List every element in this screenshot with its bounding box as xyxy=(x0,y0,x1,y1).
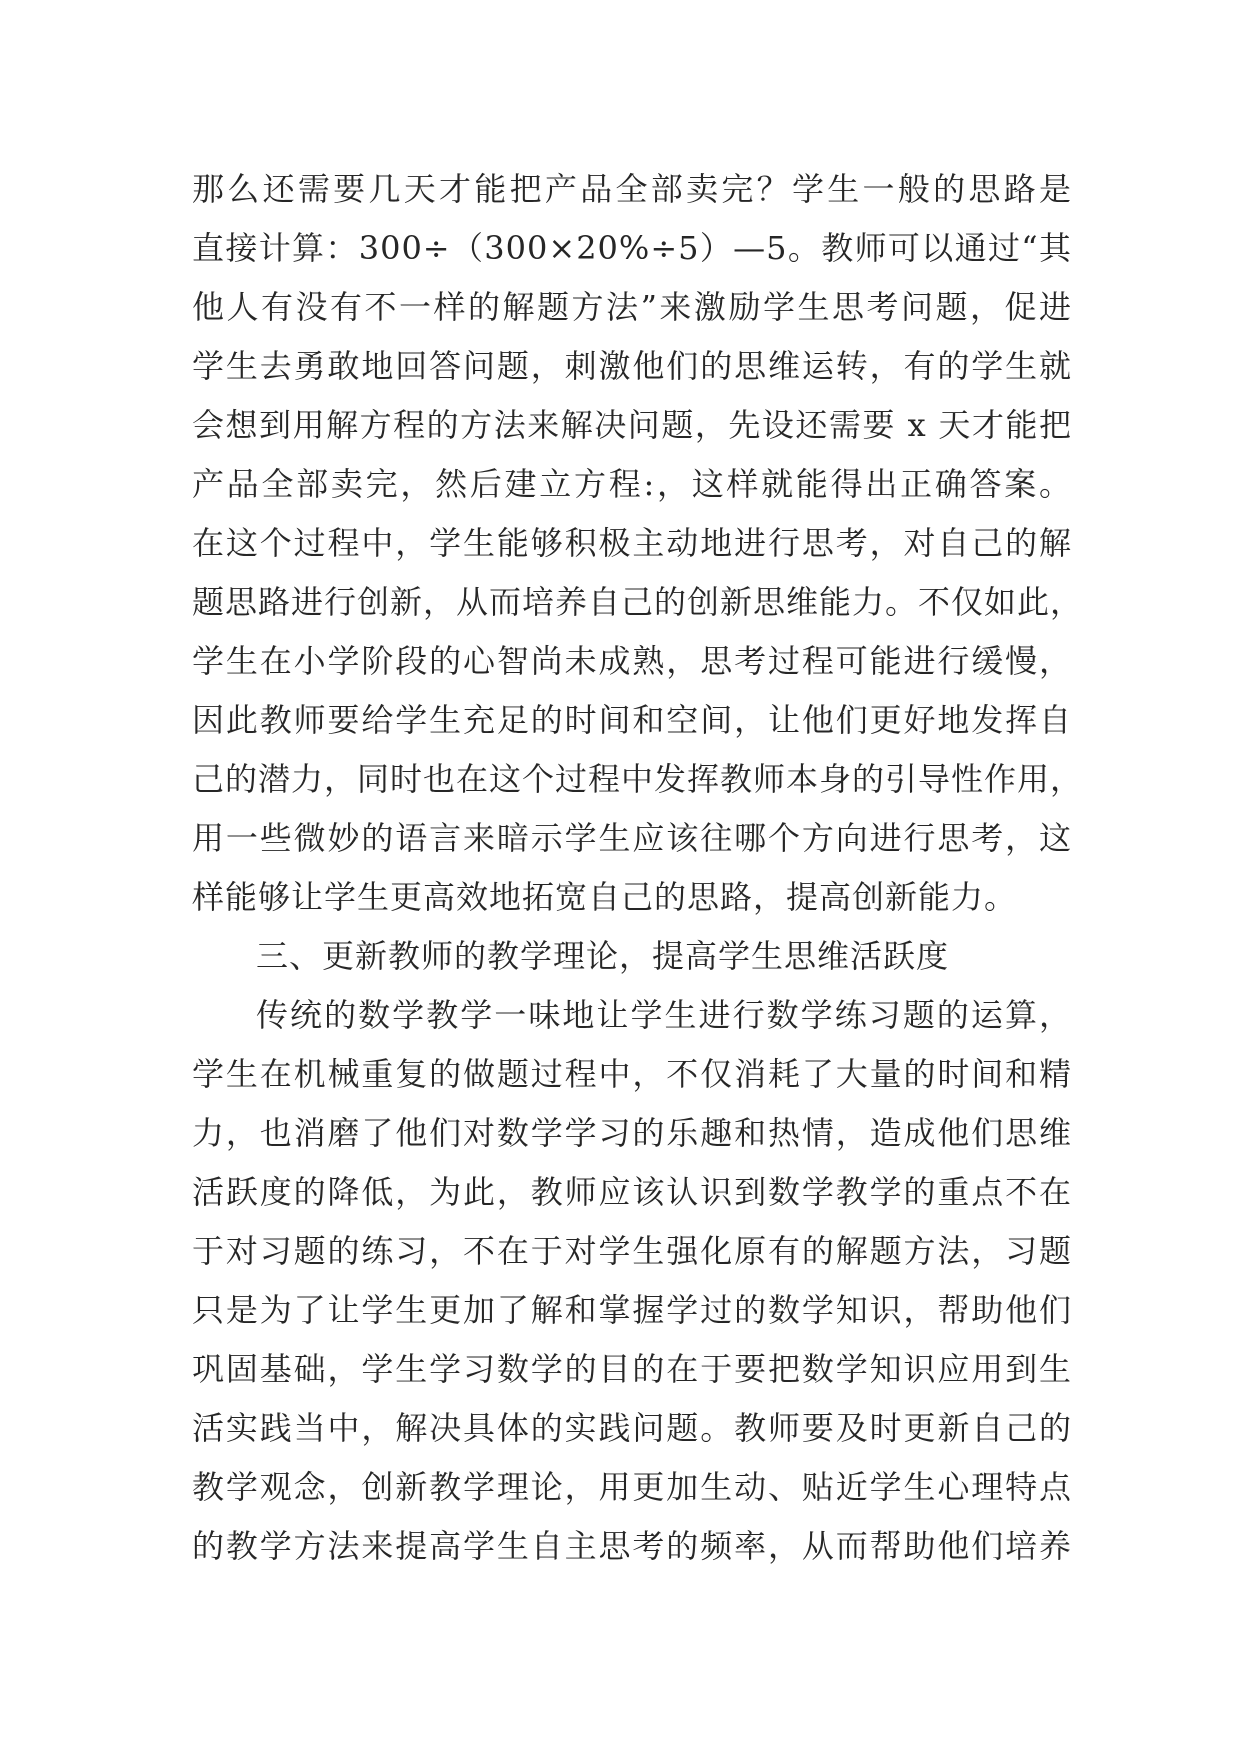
section-heading: 三、更新教师的教学理论，提高学生思维活跃度 xyxy=(256,937,950,975)
text-line: 己的潜力，同时也在这个过程中发挥教师本身的引导性作用， xyxy=(192,760,1084,798)
text-line: 学生在小学阶段的心智尚未成熟，思考过程可能进行缓慢， xyxy=(192,642,1072,680)
text-line: 产品全部卖完，然后建立方程:，这样就能得出正确答案。 xyxy=(192,465,1072,503)
text-line: 他人有没有不一样的解题方法”来激励学生思考问题，促进 xyxy=(192,288,1072,326)
text-line: 只是为了让学生更加了解和掌握学过的数学知识，帮助他们 xyxy=(192,1291,1072,1329)
text-line: 会想到用解方程的方法来解决问题，先设还需要 x 天才能把 xyxy=(192,406,1072,444)
text-line: 在这个过程中，学生能够积极主动地进行思考，对自己的解 xyxy=(192,524,1072,562)
text-line: 样能够让学生更高效地拓宽自己的思路，提高创新能力。 xyxy=(192,878,1018,916)
text-line: 题思路进行创新，从而培养自己的创新思维能力。不仅如此， xyxy=(192,583,1084,621)
text-line: 那么还需要几天才能把产品全部卖完？学生一般的思路是 xyxy=(192,170,1072,208)
text-line: 因此教师要给学生充足的时间和空间，让他们更好地发挥自 xyxy=(192,701,1072,739)
text-line: 活跃度的降低，为此，教师应该认识到数学教学的重点不在 xyxy=(192,1173,1072,1211)
body-text xyxy=(192,160,1084,1576)
text-line: 力，也消磨了他们对数学学习的乐趣和热情，造成他们思维 xyxy=(192,1114,1072,1152)
paragraph-first-line: 传统的数学教学一味地让学生进行数学练习题的运算， xyxy=(256,996,1072,1034)
text-line: 学生在机械重复的做题过程中，不仅消耗了大量的时间和精 xyxy=(192,1055,1072,1093)
text-line: 教学观念，创新教学理论，用更加生动、贴近学生心理特点 xyxy=(192,1468,1072,1506)
text-line: 用一些微妙的语言来暗示学生应该往哪个方向进行思考，这 xyxy=(192,819,1072,857)
text-line: 活实践当中，解决具体的实践问题。教师要及时更新自己的 xyxy=(192,1409,1072,1447)
text-line: 学生去勇敢地回答问题，刺激他们的思维运转，有的学生就 xyxy=(192,347,1072,385)
text-line: 直接计算：300÷（300×20%÷5）—5。教师可以通过“其 xyxy=(192,229,1072,267)
text-line: 巩固基础，学生学习数学的目的在于要把数学知识应用到生 xyxy=(192,1350,1072,1388)
text-line: 于对习题的练习，不在于对学生强化原有的解题方法，习题 xyxy=(192,1232,1072,1270)
text-line: 的教学方法来提高学生自主思考的频率，从而帮助他们培养 xyxy=(192,1527,1072,1565)
